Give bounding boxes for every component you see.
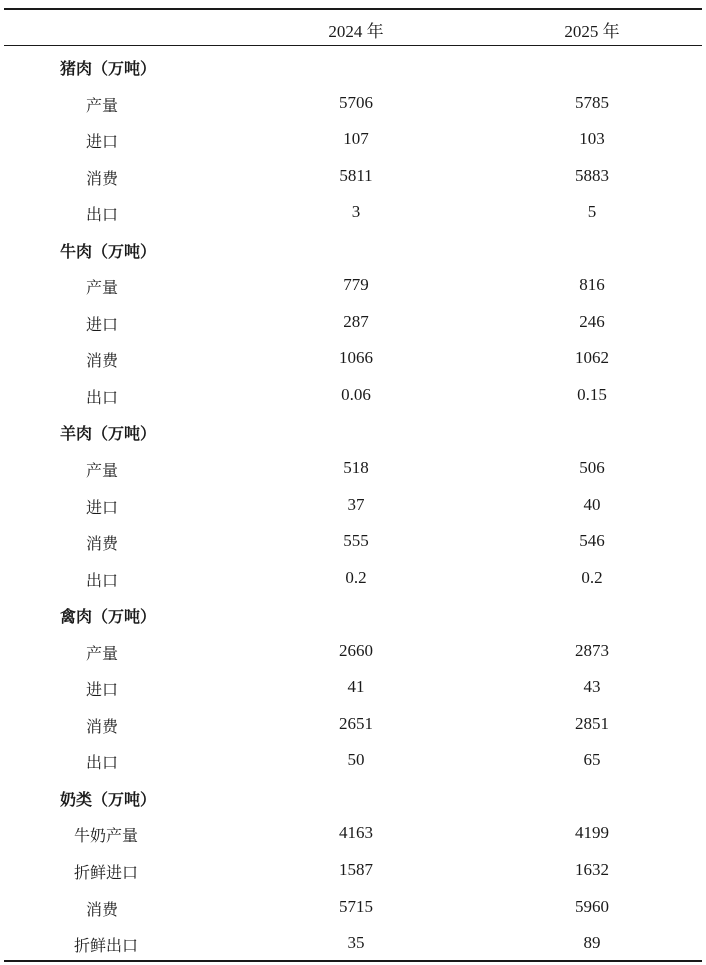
value-2025: 816 [579,275,605,295]
table-row [4,889,702,926]
value-2024: 5706 [339,92,373,112]
row-label: 进口 [86,314,119,334]
value-2025: 89 [583,933,601,953]
value-2024: 3 [351,202,361,222]
value-2025: 0.15 [577,384,607,404]
row-label: 出口 [86,205,119,225]
value-2025: 506 [579,458,605,478]
table-header-rule [4,45,702,46]
row-label: 消费 [86,534,119,554]
value-2024: 5715 [339,896,373,916]
row-label: 折鲜进口 [74,863,139,883]
value-2024: 0.06 [341,384,371,404]
table-row [4,523,702,560]
value-2024: 2651 [339,713,373,733]
value-2024: 107 [343,129,369,149]
table-row [4,742,702,779]
section-row [4,48,702,85]
value-2024: 0.2 [345,567,367,587]
row-label: 产量 [86,95,119,115]
table-row [4,560,702,597]
value-2025: 4199 [575,823,609,843]
value-2025: 65 [583,750,601,770]
table-header [4,10,702,45]
row-label: 出口 [86,753,119,773]
row-label: 进口 [86,132,119,152]
row-label: 牛奶产量 [74,826,139,846]
section-title: 禽肉（万吨） [60,607,157,627]
row-label: 消费 [86,899,119,919]
section-title: 奶类（万吨） [60,789,157,809]
row-label: 进口 [86,680,119,700]
row-label: 消费 [86,351,119,371]
value-2024: 1587 [339,860,373,880]
table-row [4,633,702,670]
table-row [4,194,702,231]
row-label: 折鲜出口 [74,936,139,956]
value-2025: 103 [579,129,605,149]
value-2025: 1632 [575,860,609,880]
value-2025: 43 [583,677,601,697]
table-row [4,852,702,889]
value-2024: 518 [343,458,369,478]
value-2024: 287 [343,311,369,331]
value-2025: 0.2 [581,567,603,587]
value-2024: 50 [347,750,365,770]
row-label: 产量 [86,643,119,663]
table-row [4,377,702,414]
section-title: 猪肉（万吨） [60,59,157,78]
table-row [4,669,702,706]
value-2024: 5811 [339,165,373,185]
value-2024: 37 [347,494,365,514]
row-label: 消费 [86,168,119,188]
table-row [4,158,702,195]
header-2025: 2025 年 [564,22,620,41]
row-label: 出口 [86,387,119,407]
value-2025: 546 [579,531,605,551]
table-row [4,85,702,122]
value-2025: 246 [579,311,605,331]
value-2025: 2873 [575,640,609,660]
value-2025: 40 [583,494,601,514]
value-2024: 2660 [339,640,373,660]
value-2025: 1062 [575,348,609,368]
row-label: 消费 [86,716,119,736]
value-2025: 5883 [575,165,609,185]
row-label: 进口 [86,497,119,517]
section-row [4,779,702,816]
section-row [4,596,702,633]
header-2024: 2024 年 [328,22,384,41]
table-row [4,340,702,377]
row-label: 产量 [86,278,119,298]
table-row [4,815,702,852]
table-row [4,706,702,743]
value-2024: 41 [347,677,365,697]
value-2024: 4163 [339,823,373,843]
value-2024: 555 [343,531,369,551]
value-2025: 5960 [575,896,609,916]
table-row [4,487,702,524]
table-row [4,267,702,304]
section-row [4,231,702,268]
value-2025: 5785 [575,92,609,112]
section-title: 羊肉（万吨） [60,424,157,444]
value-2025: 2851 [575,713,609,733]
value-2024: 779 [343,275,369,295]
section-row [4,413,702,450]
row-label: 产量 [86,461,119,481]
table-row [4,450,702,487]
table-row [4,925,702,962]
value-2025: 5 [587,202,597,222]
table-body [4,48,702,962]
table-row [4,304,702,341]
table-row [4,121,702,158]
table-bottom-rule [4,960,702,962]
value-2024: 35 [347,933,365,953]
section-title: 牛肉（万吨） [60,241,157,261]
value-2024: 1066 [339,348,373,368]
row-label: 出口 [86,570,119,590]
